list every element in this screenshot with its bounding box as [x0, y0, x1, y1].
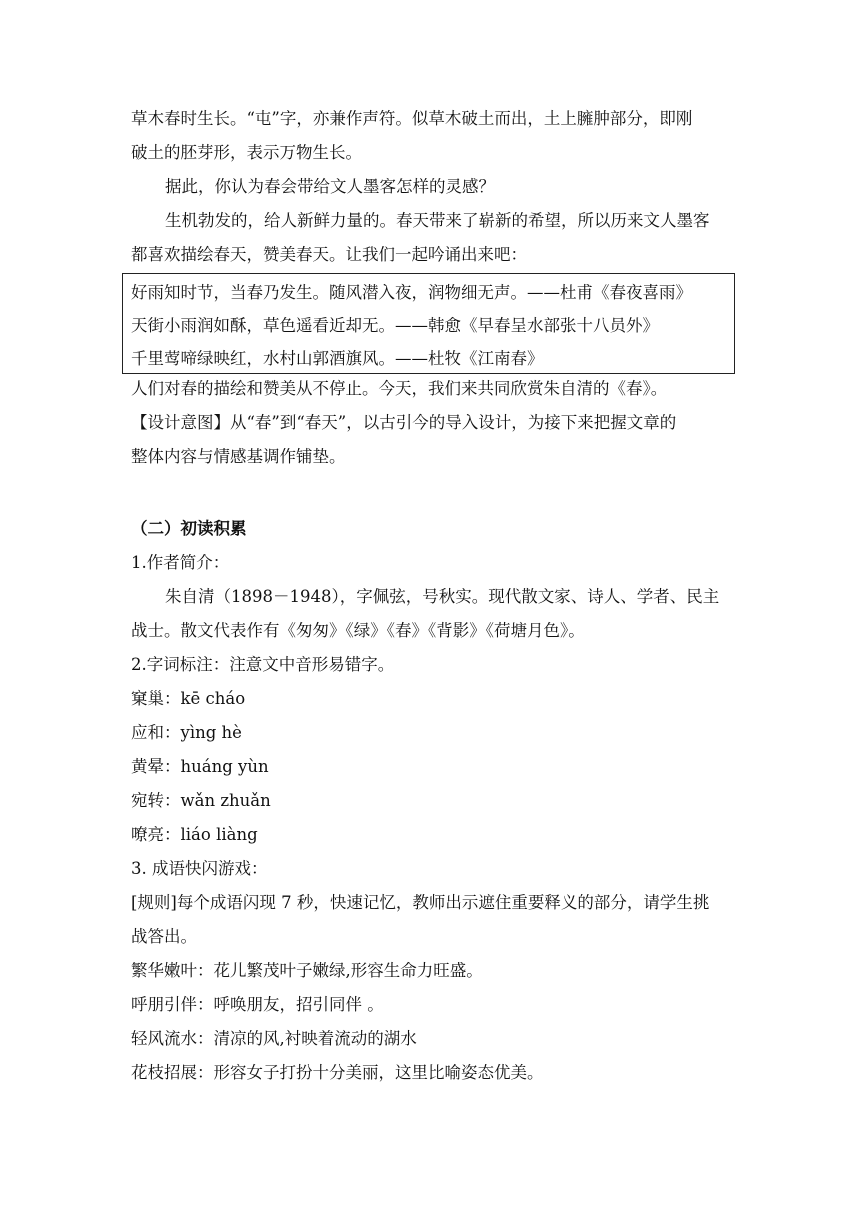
- section-heading: （二）初读积累: [131, 519, 247, 538]
- word-item: 窠巢：kē cháo: [131, 689, 246, 708]
- idiom-item: 呼朋引伴：呼唤朋友，招引同伴 。: [131, 995, 384, 1014]
- word-item: 应和：yìng hè: [131, 723, 242, 742]
- answer-line-1: 生机勃发的，给人新鲜力量的。春天带来了崭新的希望，所以历来文人墨客: [165, 211, 710, 230]
- question-text: 据此，你认为春会带给文人墨客怎样的灵感？: [165, 177, 495, 196]
- answer-line-2: 都喜欢描绘春天，赞美春天。让我们一起吟诵出来吧：: [131, 245, 527, 264]
- intro-paragraph-line-1: 草木春时生长。“屯”字，亦兼作声符。似草木破土而出，土上臃肿部分，即刚: [131, 109, 693, 128]
- poem-line-du-fu: 好雨知时节，当春乃发生。随风潜入夜，润物细无声。——杜甫《春夜喜雨》: [131, 283, 692, 302]
- idiom-item: 繁华嫩叶：花儿繁茂叶子嫩绿,形容生命力旺盛。: [131, 961, 483, 980]
- design-intent-line-1: 【设计意图】从“春”到“春天”，以古引今的导入设计，为接下来把握文章的: [131, 413, 677, 432]
- idiom-item: 花枝招展：形容女子打扮十分美丽，这里比喻姿态优美。: [131, 1063, 544, 1082]
- poem-quote-box: [122, 273, 735, 374]
- intro-paragraph-line-2: 破土的胚芽形，表示万物生长。: [131, 143, 362, 162]
- design-intent-line-2: 整体内容与情感基调作铺垫。: [131, 447, 346, 466]
- poem-line-du-mu: 千里莺啼绿映红，水村山郭酒旗风。——杜牧《江南春》: [131, 349, 544, 368]
- author-bio-line-2: 战士。散文代表作有《匆匆》《绿》《春》《背影》《荷塘月色》。: [131, 621, 585, 640]
- word-item: 黄晕：huáng yùn: [131, 757, 269, 776]
- rule-line-1: [规则]每个成语闪现 7 秒，快速记忆，教师出示遮住重要释义的部分，请学生挑: [131, 893, 710, 912]
- poem-line-han-yu: 天街小雨润如酥，草色遥看近却无。——韩愈《早春呈水部张十八员外》: [131, 316, 659, 335]
- rule-line-2: 战答出。: [131, 927, 197, 946]
- idiom-item: 轻风流水：清凉的风,衬映着流动的湖水: [131, 1029, 417, 1048]
- transition-text: 人们对春的描绘和赞美从不停止。今天，我们来共同欣赏朱自清的《春》。: [131, 379, 668, 398]
- words-heading: 2.字词标注：注意文中音形易错字。: [131, 655, 395, 674]
- word-item: 嘹亮：liáo liàng: [131, 825, 258, 844]
- author-bio-line-1: 朱自清（1898－1948），字佩弦，号秋实。现代散文家、诗人、学者、民主: [165, 587, 720, 606]
- idiom-game-heading: 3. 成语快闪游戏：: [131, 859, 268, 878]
- author-heading: 1.作者简介：: [131, 553, 230, 572]
- word-item: 宛转：wǎn zhuǎn: [131, 791, 271, 810]
